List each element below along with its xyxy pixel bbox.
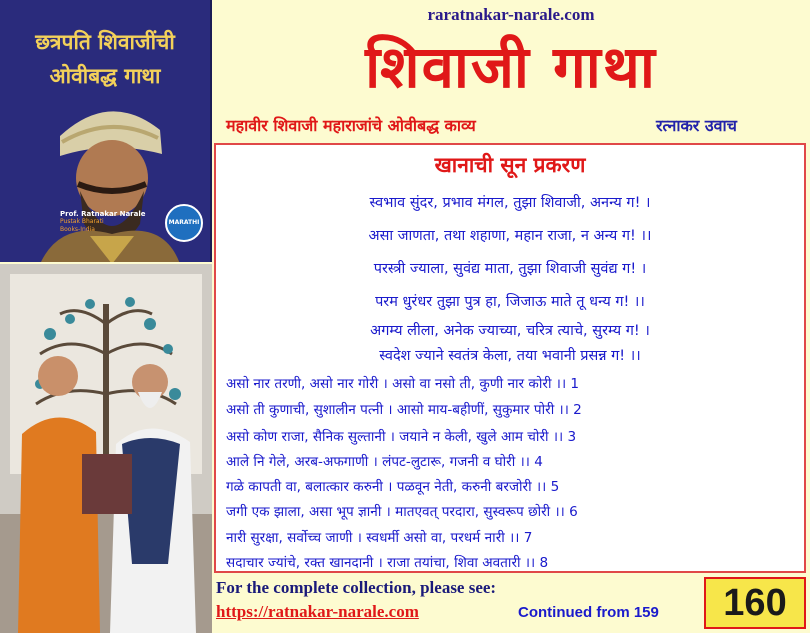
verse-line: परस्त्री ज्याला, सुवंद्य माता, तुझा शिवाजी सुवंद्य ग! । xyxy=(373,261,647,277)
author-name: Prof. Ratnakar Narale xyxy=(60,210,146,218)
stanza-line: नारी सुरक्षा, सर्वोच्च जाणी । स्वधर्मी असो वा, परधर्म नारी ।। 7 xyxy=(226,530,533,546)
poem-heading: खानाची सून प्रकरण xyxy=(434,153,586,177)
verse-line: स्वभाव सुंदर, प्रभाव मंगल, तुझा शिवाजी, अनन्य ग! । xyxy=(369,195,651,211)
verse-line: असा जाणता, तथा शहाणा, महान राजा, न अन्य ग! ।। xyxy=(368,228,652,244)
stanza-line: असो कोण राजा, सैनिक सुल्तानी । जयाने न केली, खुले आम चोरी ।। 3 xyxy=(226,429,577,445)
stanza-line: जगी एक झाला, असा भूप ज्ञानी । मातएवत् परदारा, सुस्वरूप छोरी ।। 6 xyxy=(226,504,578,520)
stanza-line: गळे कापती वा, बलात्कार करुनी । पळवून नेती, करुनी बरजोरी ।। 5 xyxy=(226,479,560,495)
book-cover xyxy=(0,0,212,262)
page-number-badge: 160 xyxy=(704,577,806,629)
page-title: शिवाजी गाथा xyxy=(365,33,657,101)
subtitle: महावीर शिवाजी महाराजांचे ओवीबद्ध काव्य xyxy=(226,116,476,135)
publisher-line-1: Pustak Bharati xyxy=(60,218,104,225)
stanza-line: आले नि गेले, अरब-अफगाणी । लंपट-लुटारू, गजनी व घोरी ।। 4 xyxy=(226,454,543,470)
book-title-line1: छत्रपति शिवाजींची xyxy=(35,30,175,54)
author-block xyxy=(60,210,170,234)
stanza-line: सदाचार ज्यांचे, रक्त खानदानी । राजा तयांचा, शिवा अवतारी ।। 8 xyxy=(226,555,549,571)
byline: रत्नाकर उवाच xyxy=(656,116,737,135)
book-title-line2: ओवीबद्ध गाथा xyxy=(49,64,161,88)
language-badge: MARATHI xyxy=(165,204,203,242)
verse-line: स्वदेश ज्याने स्वतंत्र केला, तया भवानी प्रसन्न ग! ।। xyxy=(379,348,641,364)
stanza-line: असो नार तरणी, असो नार गोरी । असो वा नसो ती, कुणी नार कोरी ।। 1 xyxy=(226,376,580,392)
verse-line: परम धुरंधर तुझा पुत्र हा, जिजाऊ माते तू धन्य ग! ।। xyxy=(375,294,645,310)
footer-note: For the complete collection, please see: xyxy=(216,578,497,597)
meeting-photo xyxy=(0,264,212,633)
stanza-line: असो ती कुणाची, सुशालीन पत्नी । आसो माय-बहीणीं, सुकुमार पोरी ।। 2 xyxy=(226,402,582,418)
publisher-line-2: Books-India xyxy=(60,226,95,233)
verse-line: अगम्य लीला, अनेक ज्याच्या, चरित्र त्याचे, सुरम्य ग! । xyxy=(370,323,650,339)
continued-note: Continued from 159 xyxy=(518,604,659,621)
site-url: raratnakar-narale.com xyxy=(427,5,595,24)
poem-box xyxy=(214,143,806,573)
website-link[interactable]: https://ratnakar-narale.com xyxy=(216,602,419,621)
